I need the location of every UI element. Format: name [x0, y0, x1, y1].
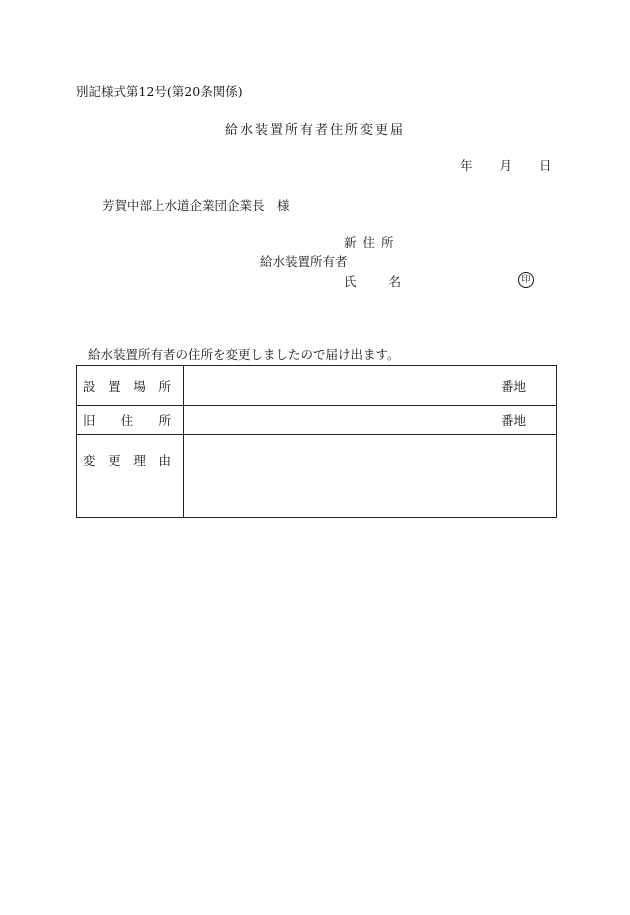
date-line [460, 160, 552, 173]
seal-mark: 印 [518, 272, 534, 288]
installation-site-field[interactable] [184, 366, 557, 406]
change-reason-field[interactable] [184, 435, 557, 518]
name-label-part-2: 名 [388, 274, 402, 289]
notice-text: 給水装置所有者の住所を変更しましたので届け出ます。 [88, 347, 400, 362]
owner-label: 給水装置所有者 [260, 254, 348, 269]
document-title: 給水装置所有者住所変更届 [224, 123, 405, 138]
name-label-part-1: 氏 [344, 274, 357, 289]
addressee: 芳賀中部上水道企業団企業長 様 [102, 198, 290, 213]
date-month-label: 月 [499, 158, 513, 173]
banchi-suffix: 番地 [500, 413, 526, 428]
name-label [344, 276, 401, 289]
table-row [77, 435, 557, 518]
banchi-suffix: 番地 [500, 378, 526, 394]
form-number: 別記様式第12号(第20条関係) [76, 84, 243, 99]
row-label-change-reason: 変 更 理 由 [77, 435, 184, 518]
new-address-label: 新住所 [344, 235, 400, 250]
old-address-field[interactable] [184, 406, 557, 435]
row-label-old-address: 旧 住 所 [77, 406, 184, 435]
date-day-label: 日 [539, 158, 552, 173]
date-year-label: 年 [460, 158, 473, 173]
row-label-installation-site: 設 置 場 所 [77, 366, 184, 406]
table-row [77, 366, 557, 406]
table-row [77, 406, 557, 435]
change-form-table [76, 365, 557, 518]
